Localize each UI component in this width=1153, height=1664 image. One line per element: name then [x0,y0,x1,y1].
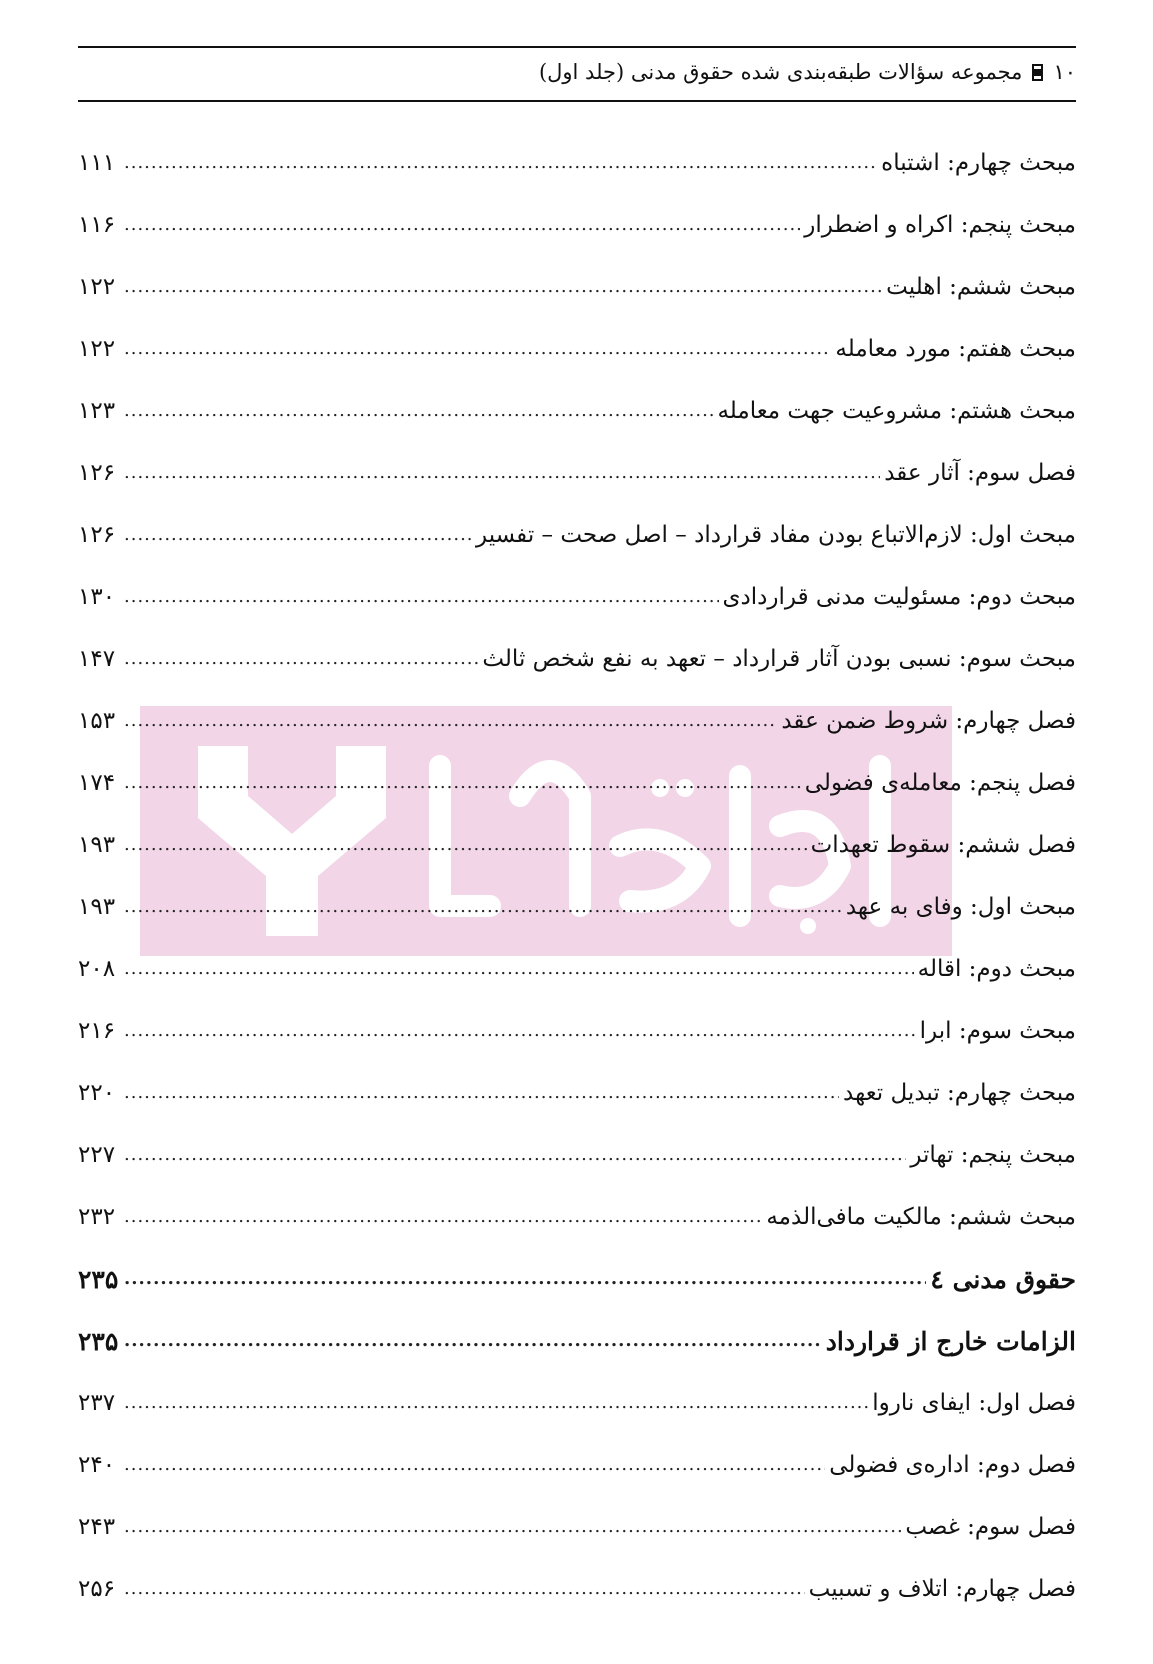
leader-dots [124,709,777,733]
toc-title: فصل پنجم: معامله‌ی فضولی [804,770,1076,796]
leader-dots [124,647,478,671]
toc-page-number: ۲۳۵ [78,1264,119,1294]
table-of-contents [78,132,1076,1620]
toc-row [78,876,1076,938]
toc-title: مبحث سوم: نسبی بودن آثار قرارداد – تعهد به نفع شخص ثالث [482,646,1076,672]
toc-title: حقوق مدنی ٤ [930,1264,1076,1294]
leader-dots [124,275,882,299]
toc-row [78,566,1076,628]
toc-row [78,318,1076,380]
leader-dots [124,1515,901,1539]
square-bullet-icon [1032,64,1043,81]
toc-page-number: ۲۳۷ [78,1390,116,1416]
toc-title: مبحث دوم: مسئولیت مدنی قراردادی [722,584,1076,610]
toc-row [78,380,1076,442]
leader-dots [124,1329,822,1353]
toc-title: مبحث هفتم: مورد معامله [835,336,1076,362]
leader-dots [124,1143,906,1167]
toc-row [78,442,1076,504]
toc-row [78,814,1076,876]
toc-row [78,256,1076,318]
leader-dots [124,1205,762,1229]
header-top-rule [78,46,1076,48]
toc-row [78,1434,1076,1496]
toc-page-number: ۱۱۱ [78,150,116,176]
toc-page-number: ۱۴۷ [78,646,116,672]
toc-page-number: ۲۴۳ [78,1514,116,1540]
toc-row [78,1000,1076,1062]
toc-title: فصل سوم: غصب [905,1514,1076,1540]
toc-title: مبحث سوم: ابرا [919,1018,1076,1044]
toc-row [78,628,1076,690]
leader-dots [124,895,842,919]
leader-dots [124,1577,805,1601]
toc-title: مبحث دوم: اقاله [917,956,1076,982]
leader-dots [124,957,914,981]
toc-page-number: ۲۰۸ [78,956,116,982]
toc-title: مبحث پنجم: تهاتر [910,1142,1076,1168]
toc-row [78,132,1076,194]
running-header [538,52,1076,92]
toc-page-number: ۲۲۰ [78,1080,116,1106]
toc-title: فصل اول: ایفای ناروا [872,1390,1076,1416]
toc-title: مبحث اول: لازم‌الاتباع بودن مفاد قرارداد – اصل صحت – تفسیر [476,522,1076,548]
header-bottom-rule [78,100,1076,102]
toc-row [78,938,1076,1000]
toc-row [78,1372,1076,1434]
toc-page-number: ۱۲۲ [78,274,116,300]
toc-page-number: ۲۱۶ [78,1018,116,1044]
toc-page-number: ۱۵۳ [78,708,116,734]
toc-page-number: ۱۲۳ [78,398,116,424]
toc-page-number: ۲۵۶ [78,1576,116,1602]
leader-dots [124,771,801,795]
toc-row [78,1496,1076,1558]
toc-page-number: ۱۲۶ [78,460,116,486]
toc-page-number: ۱۳۰ [78,584,116,610]
toc-title: مبحث چهارم: اشتباه [881,150,1076,176]
leader-dots [124,523,472,547]
toc-section-heading [78,1248,1076,1310]
book-title: مجموعه سؤالات طبقه‌بندی شده حقوق مدنی (جلد اول) [538,60,1023,84]
toc-page-number: ۱۲۲ [78,336,116,362]
leader-dots [124,337,831,361]
leader-dots [124,1391,868,1415]
leader-dots [124,1081,839,1105]
leader-dots [124,833,807,857]
toc-title: مبحث ششم: اهلیت [886,274,1076,300]
toc-page-number: ۲۴۰ [78,1452,116,1478]
toc-page-number: ۲۲۷ [78,1142,116,1168]
leader-dots [124,1453,825,1477]
leader-dots [124,1019,916,1043]
toc-row [78,1186,1076,1248]
toc-title: فصل ششم: سقوط تعهدات [810,832,1076,858]
toc-page-number: ۲۳۲ [78,1204,116,1230]
toc-page-number: ۱۹۳ [78,832,116,858]
toc-row [78,1558,1076,1620]
toc-page-number: ۱۹۳ [78,894,116,920]
toc-row [78,1062,1076,1124]
leader-dots [124,151,877,175]
toc-title: الزامات خارج از قرارداد [825,1326,1076,1356]
leader-dots [124,585,719,609]
toc-section-heading [78,1310,1076,1372]
toc-row [78,690,1076,752]
toc-title: فصل چهارم: شروط ضمن عقد [781,708,1076,734]
toc-row [78,194,1076,256]
leader-dots [124,1267,926,1291]
leader-dots [124,213,800,237]
toc-title: مبحث اول: وفای به عهد [845,894,1076,920]
toc-title: فصل چهارم: اتلاف و تسبیب [808,1576,1076,1602]
toc-title: مبحث چهارم: تبدیل تعهد [843,1080,1076,1106]
toc-title: مبحث ششم: مالکیت مافی‌الذمه [766,1204,1076,1230]
leader-dots [124,399,713,423]
toc-row [78,752,1076,814]
toc-page-number: ۱۷۴ [78,770,116,796]
toc-page-number: ۱۱۶ [78,212,116,238]
toc-title: مبحث پنجم: اکراه و اضطرار [804,212,1076,238]
toc-page-number: ۲۳۵ [78,1326,119,1356]
toc-row [78,1124,1076,1186]
toc-title: فصل دوم: اداره‌ی فضولی [829,1452,1076,1478]
page-number: ١٠ [1053,60,1076,84]
leader-dots [124,461,880,485]
toc-row [78,504,1076,566]
toc-title: فصل سوم: آثار عقد [884,460,1076,486]
toc-page-number: ۱۲۶ [78,522,116,548]
toc-title: مبحث هشتم: مشروعیت جهت معامله [717,398,1076,424]
